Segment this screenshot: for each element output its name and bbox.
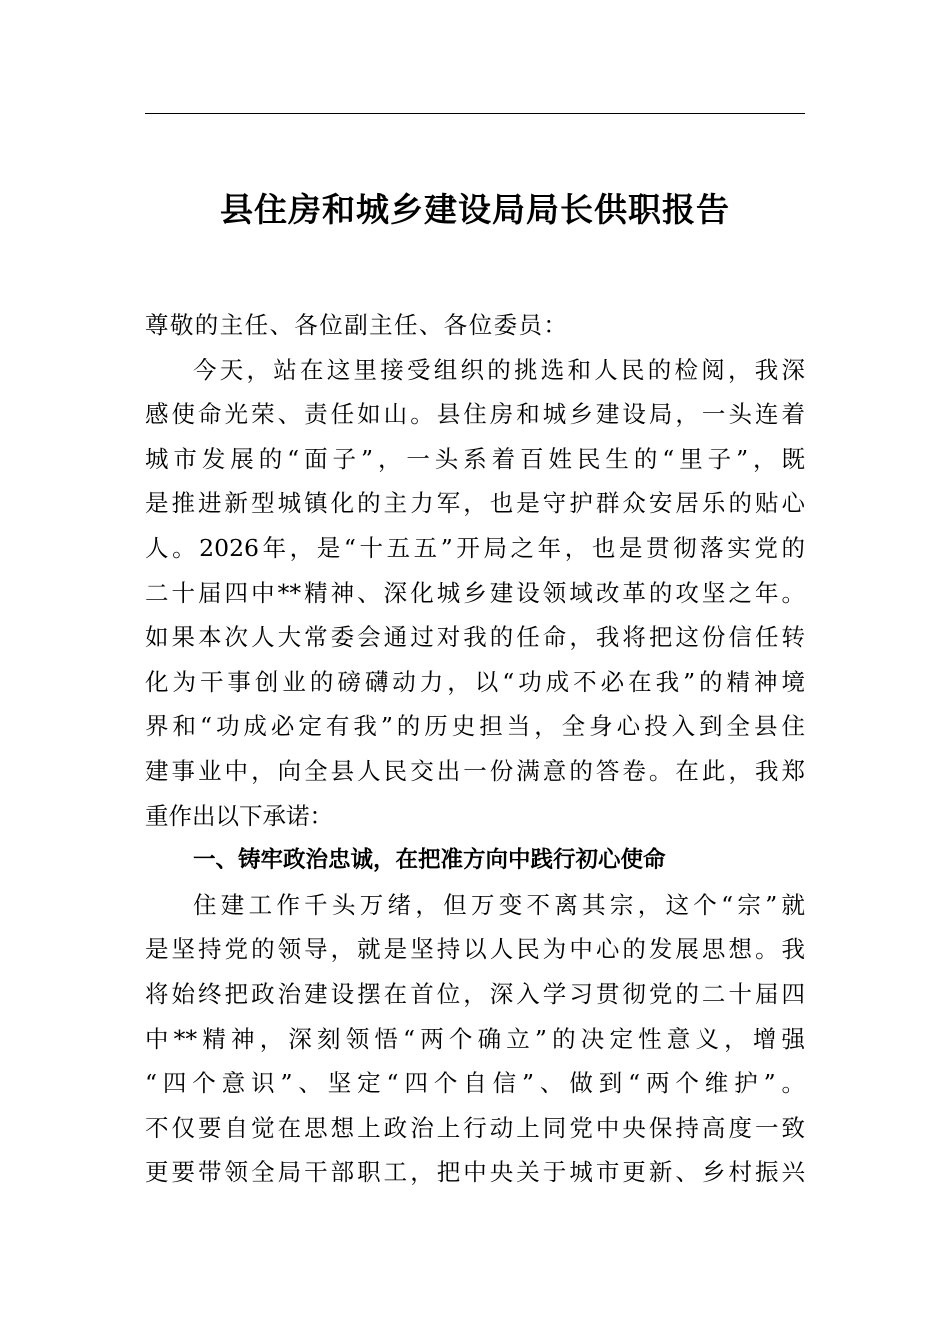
paragraph-line: 中**精神，深刻领悟“两个确立”的决定性意义，增强: [145, 1024, 805, 1053]
paragraph-line: 住建工作千头万绪，但万变不离其宗，这个“宗”就: [193, 890, 805, 919]
paragraph-line: 化为干事创业的磅礴动力，以“功成不必在我”的精神境: [145, 667, 805, 696]
paragraph-line: 人。2026年，是“十五五”开局之年，也是贯彻落实党的: [145, 533, 805, 562]
paragraph-line: 将始终把政治建设摆在首位，深入学习贯彻党的二十届四: [145, 979, 805, 1008]
paragraph-line: 是坚持党的领导，就是坚持以人民为中心的发展思想。我: [145, 935, 805, 964]
paragraph-line: 重作出以下承诺：: [145, 801, 333, 830]
document-body: [145, 303, 805, 1195]
paragraph-line: 更要带领全局干部职工，把中央关于城市更新、乡村振兴: [145, 1158, 805, 1187]
paragraph-line: 是推进新型城镇化的主力军，也是守护群众安居乐的贴心: [145, 489, 805, 518]
document-title: 县住房和城乡建设局局长供职报告: [220, 190, 730, 229]
paragraph-line: 界和“功成必定有我”的历史担当，全身心投入到全县住: [145, 712, 805, 741]
paragraph-line: 二十届四中**精神、深化城乡建设领域改革的攻坚之年。: [145, 578, 805, 607]
salutation: 尊敬的主任、各位副主任、各位委员：: [145, 311, 569, 339]
paragraph-line: 城市发展的“面子”，一头系着百姓民生的“里子”，既: [145, 444, 805, 473]
paragraph-line: 今天，站在这里接受组织的挑选和人民的检阅，我深: [193, 355, 805, 384]
paragraph-line: 如果本次人大常委会通过对我的任命，我将把这份信任转: [145, 623, 805, 652]
section-heading: 一、铸牢政治忠诚，在把准方向中践行初心使命: [193, 847, 666, 874]
paragraph-line: “四个意识”、坚定“四个自信”、做到“两个维护”。: [145, 1069, 805, 1098]
paragraph-line: 感使命光荣、责任如山。县住房和城乡建设局，一头连着: [145, 400, 805, 429]
paragraph-line: 建事业中，向全县人民交出一份满意的答卷。在此，我郑: [145, 756, 805, 785]
paragraph-line: 不仅要自觉在思想上政治上行动上同党中央保持高度一致: [145, 1113, 805, 1142]
header-rule: [145, 113, 805, 114]
